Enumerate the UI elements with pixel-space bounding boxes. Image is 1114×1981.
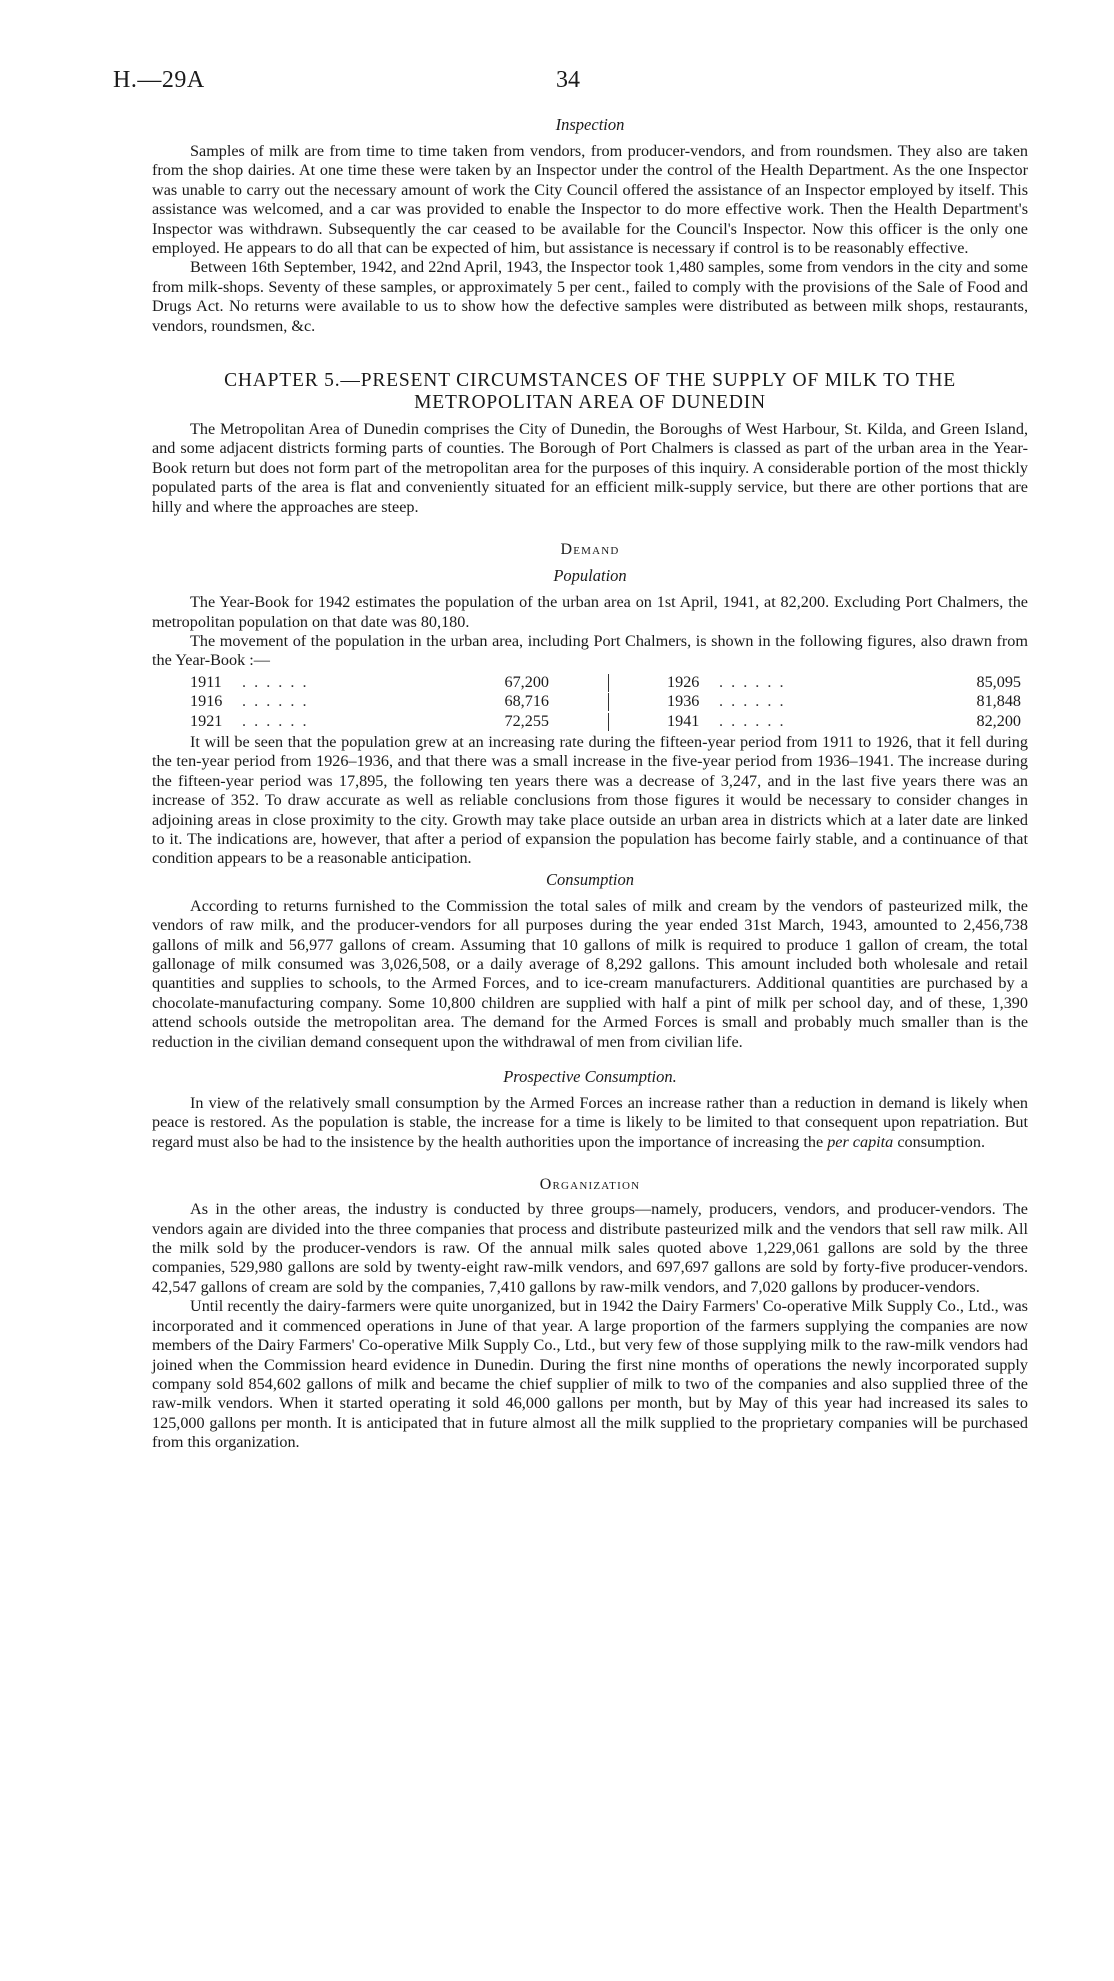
table-value: 72,255 xyxy=(504,711,549,730)
table-value: 68,716 xyxy=(504,692,549,711)
leader-dots: . . . . . . xyxy=(242,692,309,711)
column-divider xyxy=(549,673,667,692)
table-value: 67,200 xyxy=(504,672,549,691)
table-year: 1941 xyxy=(667,711,700,730)
chapter-title-line-1: CHAPTER 5.—PRESENT CIRCUMSTANCES OF THE SUPPLY OF MILK TO THE xyxy=(224,370,956,392)
page-body xyxy=(152,114,1028,1453)
consumption-paragraph: According to returns furnished to the Commission the total sales of milk and cream by the vendors of pasteurized milk, the vendors of raw milk, and the producer-vendors for all purposes during the year ended 31st March, 1943, amounted to 2,456,738 gallons of milk and 56,977 gallons of cream. Assuming that 10 gallons of milk is required to produce 1 gallon of cream, the total gallonage of milk consumed was 3,026,508, or a daily average of 8,292 gallons. This amount included both wholesale and retail quantities and supplies to schools, to the Armed Forces, and to ice-cream manufacturers. Additional quantities are purchased by a chocolate-manufacturing company. Some 10,800 children are supplied with half a pint of milk per school day, and of these, 1,390 attend schools outside the metropolitan area. The demand for the Armed Forces is small and probably much smaller than is the reduction in the civilian demand consequent upon the withdrawal of men from civilian life. xyxy=(152,896,1028,1051)
chapter-intro-paragraph: The Metropolitan Area of Dunedin comprises the City of Dunedin, the Boroughs of West Harbour, St. Kilda, and Green Island, and some adjacent districts forming parts of counties. The Borough of Port Chalmers is classed as part of the urban area in the Year-Book return but does not form part of the metropolitan area for the purposes of this inquiry. A considerable portion of the most thickly populated parts of the area is flat and conveniently situated for an efficient milk-supply service, but there are other portions that are hilly and where the approaches are steep. xyxy=(152,420,1028,516)
demand-heading: Demand xyxy=(560,541,620,559)
organization-paragraph-1: As in the other areas, the industry is conducted by three groups—namely, producers, vendors, and producer-vendors. The vendors again are divided into the three companies that process and distribute pasteurized milk and the vendors that sell raw milk. All the milk sold by the producer-vendors is raw. Of the annual milk sales quoted above 1,229,061 gallons are sold by the three companies, 529,980 gallons are sold by twenty-eight raw-milk vendors, and 697,697 gallons are sold by forty-five producer-vendors. 42,547 gallons of cream are sold by the companies, 7,410 gallons by raw-milk vendors, and 7,020 gallons by producer-vendors. xyxy=(152,1200,1028,1296)
population-table xyxy=(190,673,1021,731)
organization-heading: Organization xyxy=(539,1176,641,1194)
table-value: 85,095 xyxy=(976,672,1021,691)
population-paragraph-2: The movement of the population in the urban area, including Port Chalmers, is shown in the following figures, also drawn from the Year-Book :— xyxy=(152,631,1028,670)
inspection-paragraph-1: Samples of milk are from time to time taken from vendors, from producer-vendors, and from roundsmen. They also are taken from the shop dairies. At one time these were taken by an Inspector under the control of the Health Department. As the one Inspector was unable to carry out the necessary amount of work the City Council offered the assistance of an Inspector employed by itself. This assistance was welcomed, and a car was provided to enable the Inspector to do more effective work. Then the Health Department's Inspector was withdrawn. Subsequently the car ceased to be available for the Council's Inspector. Now this officer is the only one employed. He appears to do all that can be expected of him, but assistance is necessary if control is to be reasonably effective. xyxy=(152,142,1028,258)
table-value: 81,848 xyxy=(976,692,1021,711)
table-row xyxy=(190,692,1021,711)
inspection-heading: Inspection xyxy=(555,115,625,134)
prospective-text-italic: per capita xyxy=(827,1132,894,1151)
leader-dots: . . . . . . xyxy=(719,672,786,691)
column-divider xyxy=(549,712,667,731)
table-value: 82,200 xyxy=(976,711,1021,730)
leader-dots: . . . . . . xyxy=(242,672,309,691)
column-divider xyxy=(549,692,667,711)
population-heading: Population xyxy=(553,566,627,586)
document-reference: H.—29A xyxy=(113,67,205,93)
leader-dots: . . . . . . xyxy=(719,692,786,711)
leader-dots: . . . . . . xyxy=(242,711,309,730)
table-year: 1911 xyxy=(190,672,222,691)
page-number: 34 xyxy=(556,67,580,93)
table-row xyxy=(190,673,1021,692)
table-year: 1916 xyxy=(190,692,223,711)
prospective-text-c: consumption. xyxy=(893,1132,986,1151)
prospective-consumption-paragraph xyxy=(152,1094,1028,1152)
table-year: 1936 xyxy=(667,692,700,711)
consumption-heading: Consumption xyxy=(545,869,634,889)
table-year: 1926 xyxy=(667,672,700,691)
prospective-consumption-heading: Prospective Consumption. xyxy=(503,1067,677,1087)
population-paragraph-3: It will be seen that the population grew at an increasing rate during the fifteen-year period from 1911 to 1926, that it fell during the ten-year period from 1926–1936, and that there was a small increase in the five-year period from 1936–1941. The increase during the fifteen-year period was 17,895, the following ten years there was a decrease of 3,247, and in the last five years there was an increase of 352. To draw accurate as well as reliable conclusions from those figures it would be necessary to consider changes in adjoining areas in close proximity to the city. Growth may take place outside an urban area in districts which at a later date are linked to it. The indications are, however, that after a period of expansion the population has become fairly stable, and a continuance of that condition appears to be a reasonable anticipation. xyxy=(152,732,1028,868)
table-year: 1921 xyxy=(190,711,223,730)
prospective-text-a: In view of the relatively small consumption by the Armed Forces an increase rather than a reduction in demand is likely when peace is restored. As the population is stable, the increase for a time is likely to be limited to that consequent upon repatriation. But regard must also be had to the insistence by the health authorities upon the importance of increasing the xyxy=(152,1094,1028,1151)
inspection-paragraph-2: Between 16th September, 1942, and 22nd April, 1943, the Inspector took 1,480 samples, some from vendors in the city and some from milk-shops. Seventy of these samples, or approximately 5 per cent., failed to comply with the provisions of the Sale of Food and Drugs Act. No returns were available to us to show how the defective samples were distributed as between milk shops, restaurants, vendors, roundsmen, &c. xyxy=(152,258,1028,335)
chapter-title-line-2: METROPOLITAN AREA OF DUNEDIN xyxy=(414,392,766,414)
population-paragraph-1: The Year-Book for 1942 estimates the population of the urban area on 1st April, 1941, at 82,200. Excluding Port Chalmers, the metropolitan population on that date was 80,180. xyxy=(152,593,1028,631)
table-row xyxy=(190,712,1021,731)
organization-paragraph-2: Until recently the dairy-farmers were quite unorganized, but in 1942 the Dairy Farmers' Co-operative Milk Supply Co., Ltd., was incorporated and it commenced operations in June of that year. A large proportion of the farmers supplying the companies are now members of the Dairy Farmers' Co-operative Milk Supply Co., Ltd., but very few of those supplying milk to the raw-milk vendors had joined when the Commission heard evidence in Dunedin. During the first nine months of operations the newly incorporated supply company sold 854,602 gallons of milk and became the chief supplier of milk to two of the companies and also supplied three of the raw-milk vendors. When it started operating it sold 46,000 gallons per month, but by May of this year had increased its sales to 125,000 gallons per month. It is anticipated that in future almost all the milk supplied to the proprietary companies will be purchased from this organization. xyxy=(152,1297,1028,1452)
leader-dots: . . . . . . xyxy=(719,711,786,730)
